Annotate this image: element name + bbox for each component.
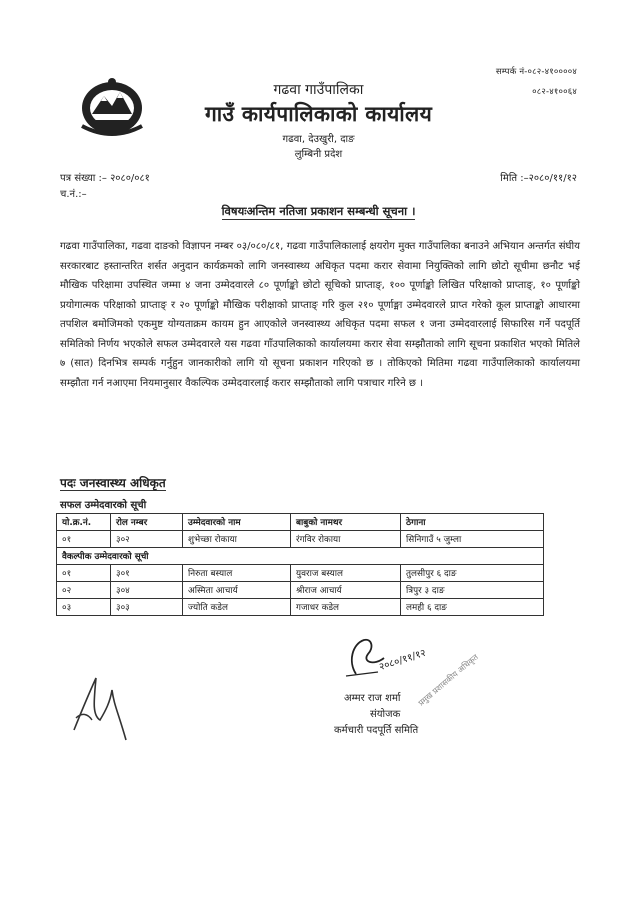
header-serial: यो.क्र.नं. [57, 514, 111, 531]
official-stamp: प्रमुख प्रशासकीय अधिकृत [416, 652, 480, 708]
letter-date: मिति :–२०८०/११/१२ [500, 173, 577, 184]
contact-number-2: ०८२-४१००६४ [532, 87, 577, 97]
post-title-text: पदः जनस्वास्थ्य अधिकृत [60, 476, 166, 490]
cell-roll: ३०२ [111, 531, 183, 548]
cell-roll: ३०१ [111, 565, 183, 582]
cell-address: तुलसीपुर ६ दाङ [401, 565, 544, 582]
notice-body: गढवा गाउँपालिका, गढवा दाङको विज्ञापन नम्बर ०३/०८०/८१, गढवा गाउँपालिकालाई क्षयरोग मुक्त गाउँपालिका बनाउने अभियान अन्तर्गत संघीय सरकारबाट हस्तान्तरित शर्सत अनुदान कार्यक्रमको लागि जनस्वास्थ्य अधिकृत पदमा करार सेवामा नियुक्तिको लागि छोटो सूचीमा छनौट भई मौखिक परिक्षामा उपस्थित जम्मा ४ जना उम्मेदवारले ८० पूर्णाङ्को छोटो सूचिको प्राप्ताङ्, १०० पूर्णाङ्को लिखित परिक्षाको प्राप्ताङ्, १० पूर्णाङ्को प्रयोगात्मक परिक्षाको प्राप्ताङ् र २० पूर्णाङ्को मौखिक परीक्षाको प्राप्ताङ् गरि कुल २१० पूर्णाङ्मा उम्मेदवारले प्राप्त गरेको कूल प्राप्ताङ्को आधारमा तपशिल बमोजिमको एकमुष्ट योग्यताक्रम कायम हुन आएकोले जनस्वास्थ्य अधिकृत पदमा सफल १ जना उम्मेदवारलाई सिफारिस गर्ने पदपूर्ति समितिको निर्णय भएकोले सफल उम्मेदवारले यस गढवा गाँउपालिकाको कार्यालयमा करार सेवा सम्झौताको लागि सूचना प्रकाशित भएको मितिले ७ (सात) दिनभित्र सम्पर्क गर्नुहुन जानकारीको लागि यो सूचना प्रकाशन गरिएको छ । तोकिएको मितिमा गढवा गाउँपालिकाको कार्यालयमा सम्झौता गर्न नआएमा नियमानुसार वैकल्पिक उम्मेदवारलाई करार सम्झौताको लागि पत्राचार गरिने छ । [60, 241, 580, 389]
header-father-name: बाबुको नामथर [291, 514, 401, 531]
office-province: लुम्बिनी प्रदेश [294, 149, 343, 160]
header-roll: रोल नम्बर [111, 514, 183, 531]
letter-number: पत्र संख्या :– २०८०/०८१ [60, 173, 150, 184]
left-signature [66, 660, 136, 750]
table-row [57, 531, 544, 548]
committee-name: कर्मचारी पदपूर्ति समिति [334, 725, 419, 736]
alternate-list-title: वैकल्पीक उम्मेदवारको सूची [57, 548, 544, 565]
alternate-list-title-row [57, 548, 544, 565]
contact-number-1: सम्पर्क नं-०८२-४१००००४ [495, 67, 577, 77]
table-header-row [57, 514, 544, 531]
table-row [57, 599, 544, 616]
cell-serial: ०३ [57, 599, 111, 616]
post-title [60, 474, 166, 491]
cell-serial: ०१ [57, 531, 111, 548]
cell-serial: ०२ [57, 582, 111, 599]
office-name: गढवा गाउँपालिका [273, 82, 364, 98]
subject-text: विषयःअन्तिम नतिजा प्रकाशन सम्बन्धी सूचना । [221, 204, 416, 218]
cell-address: त्रिपुर ३ दाङ [401, 582, 544, 599]
table-row [57, 565, 544, 582]
cell-father-name: युवराज बस्याल [291, 565, 401, 582]
dispatch-number: च.नं.:– [60, 189, 87, 200]
header-address: ठेगाना [401, 514, 544, 531]
cell-father-name: श्रीराज आचार्य [291, 582, 401, 599]
subject-line [0, 204, 637, 219]
cell-roll: ३०३ [111, 599, 183, 616]
cell-serial: ०१ [57, 565, 111, 582]
cell-candidate-name: निरुता बस्याल [183, 565, 291, 582]
office-title: गाउँ कार्यपालिकाको कार्यालय [204, 102, 433, 126]
signatory-role: संयोजक [370, 709, 401, 720]
office-address: गढवा, देउखुरी, दाङ [282, 134, 355, 145]
signatory-name: अम्मर राज शर्मा [344, 693, 401, 704]
handwritten-date: २०८०/११/१२ [377, 647, 428, 674]
cell-candidate-name: ज्योति कडेल [183, 599, 291, 616]
cell-candidate-name: शुभेच्छा रोकाया [183, 531, 291, 548]
cell-father-name: रंगविर रोकाया [291, 531, 401, 548]
cell-candidate-name: अस्मिता आचार्य [183, 582, 291, 599]
header-candidate-name: उम्मेदवारको नाम [183, 514, 291, 531]
cell-address: सिनिगाउँ ५ जुम्ला [401, 531, 544, 548]
table-row [57, 582, 544, 599]
cell-roll: ३०४ [111, 582, 183, 599]
cell-father-name: गजाधर कडेल [291, 599, 401, 616]
cell-address: लमही ६ दाङ [401, 599, 544, 616]
candidate-table [56, 513, 544, 616]
success-list-title: सफल उम्मेदवारको सूची [60, 500, 147, 511]
